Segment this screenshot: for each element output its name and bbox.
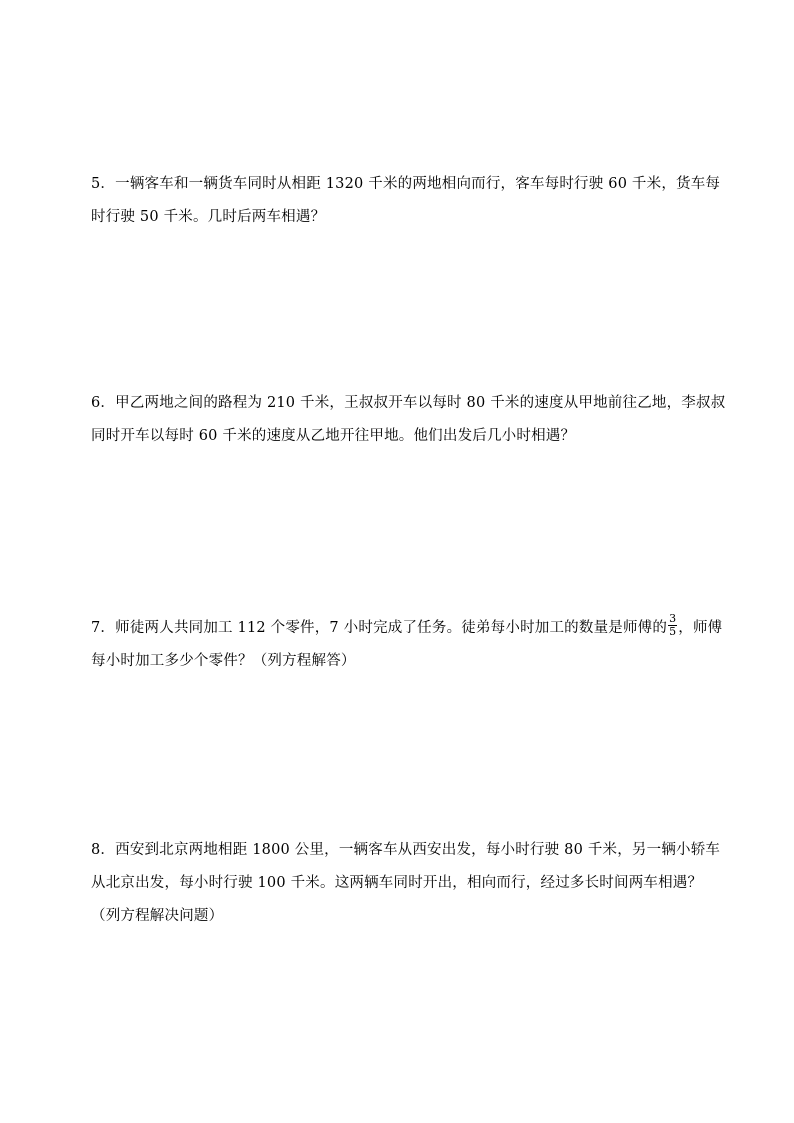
problem-7-text-after: ，师傅每小时加工多少个零件？（列方程解答） <box>91 620 723 669</box>
problem-8 <box>91 834 731 933</box>
problem-6-number: 6． <box>91 395 116 411</box>
problem-7-text-before: 师徒两人共同加工 112 个零件，7 小时完成了任务。徒弟每小时加工的数量是师傅的 <box>115 620 668 636</box>
problem-8-text: 西安到北京两地相距 1800 公里，一辆客车从西安出发，每小时行驶 80 千米，另一辆小轿车从北京出发，每小时行驶 100 千米。这两辆车同时开出，相向而行，经过多长时间两车相遇？（列方程解决问题） <box>91 842 721 924</box>
problem-6 <box>91 387 731 453</box>
problem-5 <box>91 168 731 234</box>
problem-8-number: 8． <box>91 842 116 858</box>
fraction-denominator: 5 <box>669 624 677 638</box>
problem-6-text: 甲乙两地之间的路程为 210 千米，王叔叔开车以每时 80 千米的速度从甲地前往乙地，李叔叔同时开车以每时 60 千米的速度从乙地开往甲地。他们出发后几小时相遇？ <box>91 395 726 444</box>
fraction-numerator: 3 <box>669 611 677 625</box>
problem-5-text: 一辆客车和一辆货车同时从相距 1320 千米的两地相向而行，客车每时行驶 60 千米，货车每时行驶 50 千米。几时后两车相遇？ <box>91 176 721 225</box>
problem-5-number: 5． <box>91 176 116 192</box>
problem-7 <box>91 612 731 678</box>
fraction-three-fifths <box>668 613 677 638</box>
problem-7-number: 7． <box>91 620 116 636</box>
